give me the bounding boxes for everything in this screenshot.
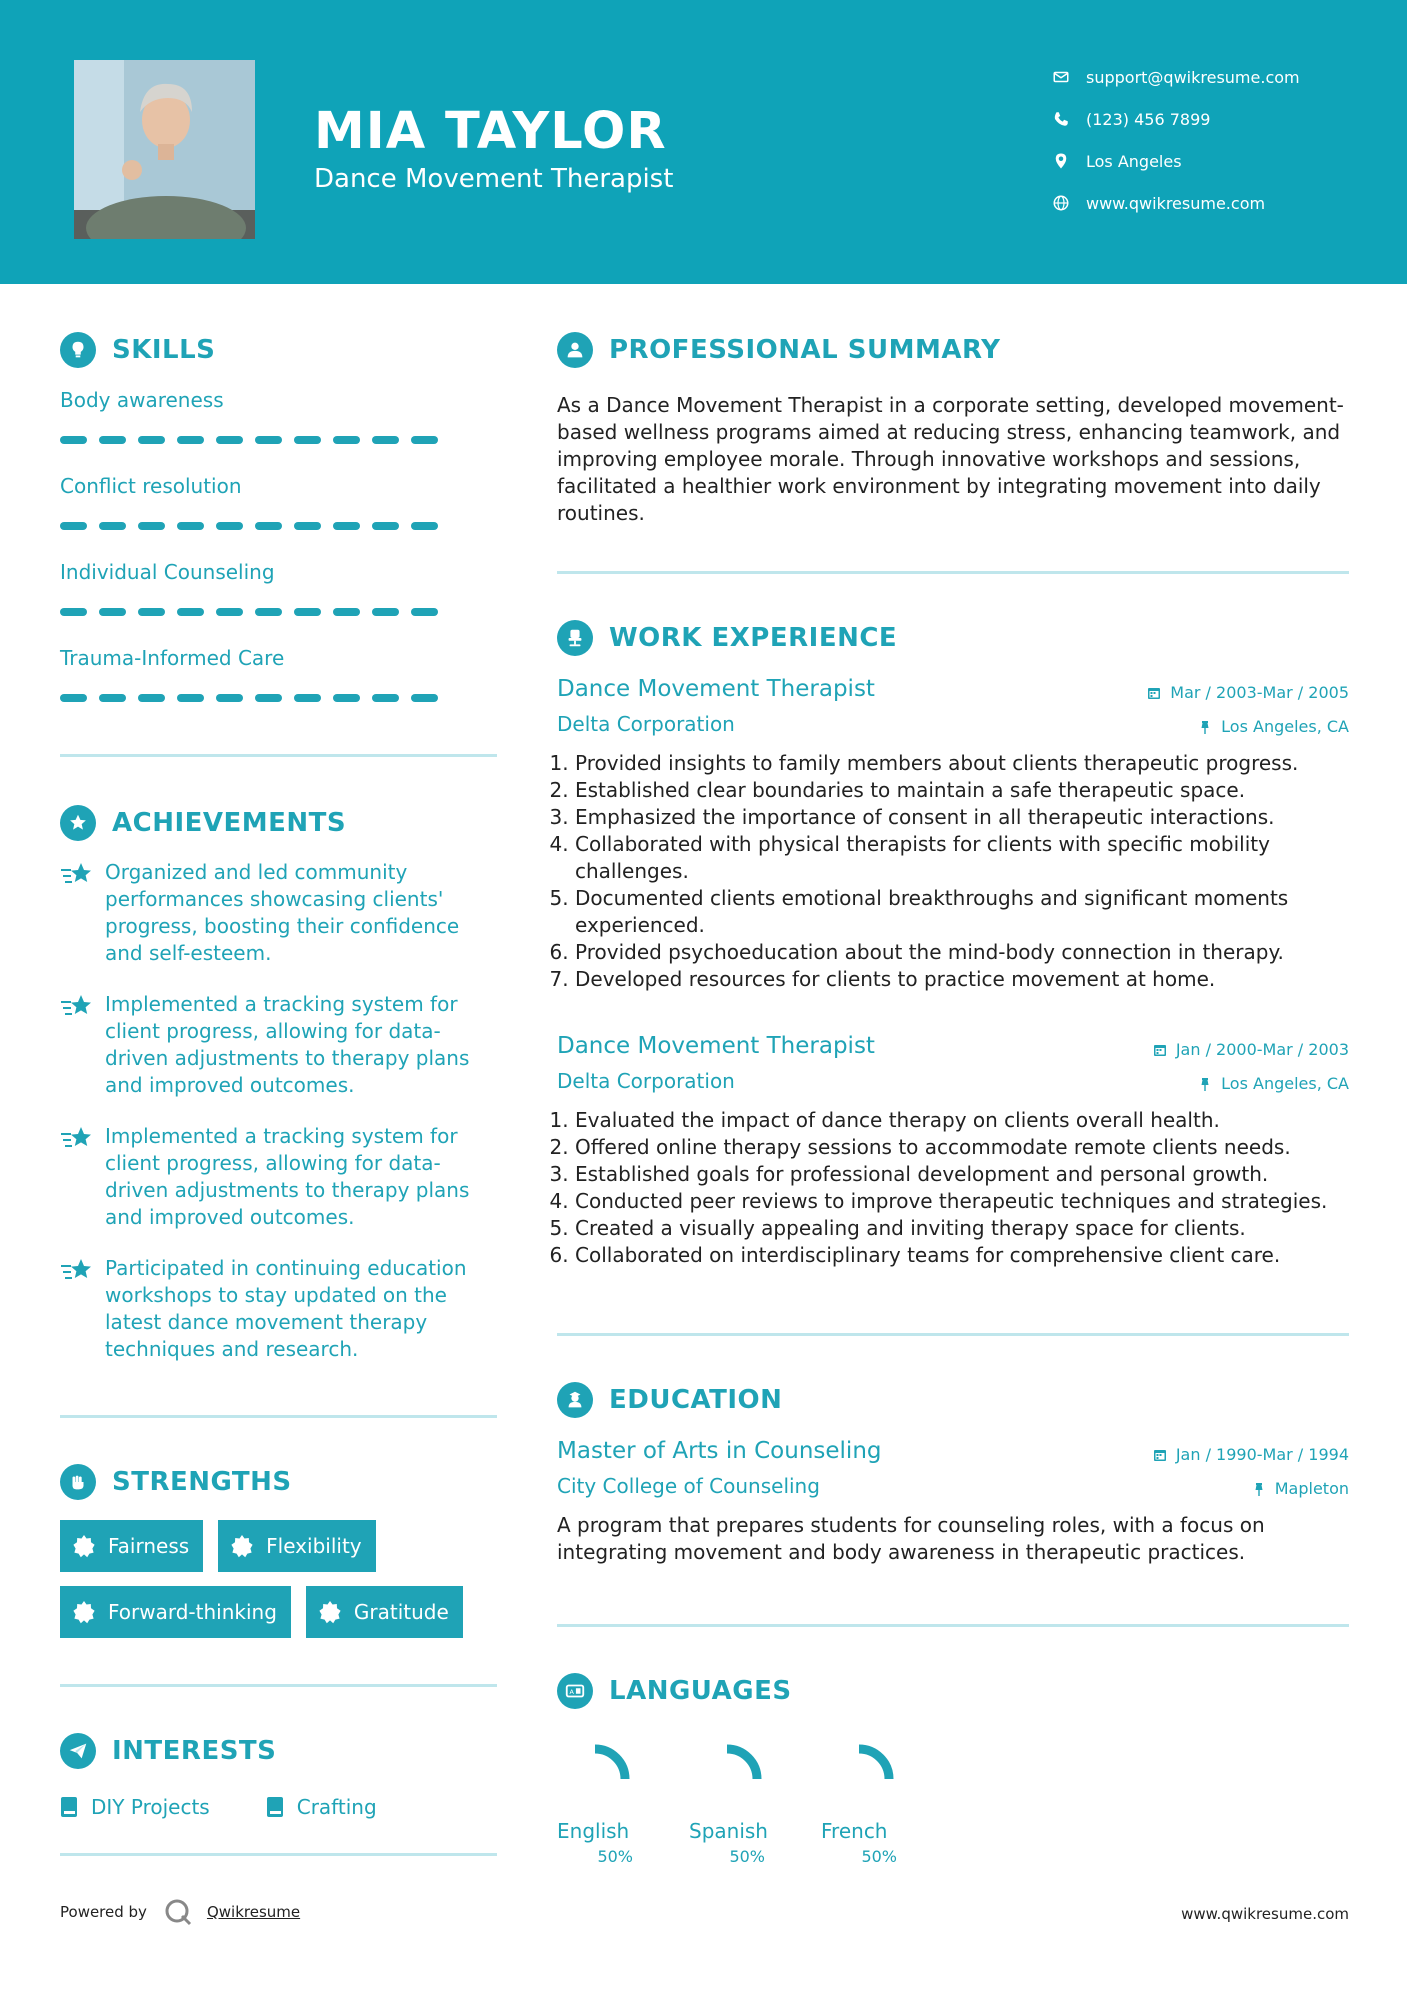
skill-level-bar [60,608,497,616]
strength-label: Gratitude [353,1600,449,1624]
calendar-icon [1147,686,1161,700]
skill-item [60,474,497,530]
section-divider [60,1684,497,1687]
strengths-title: STRENGTHS [112,1467,292,1497]
contact-email-text: support@qwikresume.com [1086,67,1300,87]
education-section [557,1380,1349,1566]
job-bullet: 3. Established goals for professional development and personal growth. [575,1161,1349,1188]
job-bullet: 2. Offered online therapy sessions to accommodate remote clients needs. [575,1134,1349,1161]
job-entry [557,1033,1349,1269]
candidate-name: MIA TAYLOR [314,102,667,161]
language-item [557,1741,633,1866]
calendar-icon [1153,1448,1167,1462]
skills-section [60,330,497,702]
graduate-icon [557,1382,593,1418]
badge-icon [72,1600,96,1624]
achievement-item [60,991,497,1099]
job-subheader [557,1069,1349,1093]
strength-label: Flexibility [266,1534,362,1558]
svg-text:A: A [569,1688,574,1697]
contact-website-text: www.qwikresume.com [1086,193,1266,213]
skill-level-bar [60,436,497,444]
interest-item [60,1795,210,1819]
education-dates [1153,1445,1349,1464]
language-name: English [557,1819,630,1843]
language-percent: 50% [597,1847,633,1866]
right-column [557,330,1349,1866]
achievements-title: ACHIEVEMENTS [112,808,347,838]
degree-name: Master of Arts in Counseling [557,1438,882,1464]
achievements-section [60,803,497,1363]
language-item [689,1741,768,1866]
education-heading [557,1380,1349,1420]
user-icon [557,332,593,368]
fist-icon [60,1464,96,1500]
section-divider [60,1415,497,1418]
company-name: Delta Corporation [557,712,735,736]
strength-tag [306,1586,463,1638]
section-divider [60,1853,497,1856]
left-column [60,330,497,1856]
contact-location [1052,140,1372,182]
pushpin-icon [1198,720,1212,734]
summary-heading [557,330,1349,370]
experience-heading [557,618,1349,658]
lightbulb-icon [60,332,96,368]
summary-title: PROFESSIONAL SUMMARY [609,335,1001,365]
education-description: A program that prepares students for counseling roles, with a focus on integrating movement and body awareness in therapeutic practices. [557,1513,1265,1564]
job-subheader [557,712,1349,736]
language-percent: 50% [729,1847,765,1866]
contact-website[interactable] [1052,182,1372,224]
badge-icon [230,1534,254,1558]
job-bullet: 5. Created a visually appealing and inviting therapy space for clients. [575,1215,1349,1242]
job-bullets [557,750,1349,993]
interest-label: DIY Projects [91,1795,210,1819]
strengths-section [60,1462,497,1638]
school-name: City College of Counseling [557,1474,820,1498]
language-gauge [557,1741,633,1811]
job-bullet: 1. Evaluated the impact of dance therapy on clients overall health. [575,1107,1349,1134]
language-gauge [821,1741,897,1811]
summary-text: As a Dance Movement Therapist in a corporate setting, developed movement-based wellness programs aimed at reducing stress, enhancing teamwork, and improving employee morale. Through innovative workshops and sessions, facilitated a healthier work environment by integrating movement into daily routines. [557,393,1344,525]
achievements-heading [60,803,497,843]
interests-section [60,1731,497,1819]
job-bullets [557,1107,1349,1269]
job-dates [1147,683,1349,702]
contact-email[interactable] [1052,56,1372,98]
job-dates [1153,1040,1349,1059]
strength-tag [60,1586,291,1638]
job-bullet: 4. Collaborated with physical therapists for clients with specific mobility challenges. [575,831,1349,885]
envelope-icon [1052,68,1070,86]
shooting-star-icon [60,1125,94,1153]
company-name: Delta Corporation [557,1069,735,1093]
experience-section [557,618,1349,1269]
achievement-item [60,1255,497,1363]
achievement-text: Organized and led community performances showcasing clients' progress, boosting their confidence and self-esteem. [105,860,460,965]
star-badge-icon [60,805,96,841]
pushpin-icon [1252,1482,1266,1496]
contact-phone[interactable] [1052,98,1372,140]
profile-photo [74,60,255,239]
job-location [1198,717,1349,736]
powered-by [60,1897,300,1927]
skills-title: SKILLS [112,335,216,365]
strength-tag [218,1520,375,1572]
achievement-text: Implemented a tracking system for client progress, allowing for data-driven adjustments to therapy plans and improved outcomes. [105,1124,470,1229]
job-bullet: 7. Developed resources for clients to practice movement at home. [575,966,1349,993]
job-dates-text: Mar / 2003-Mar / 2005 [1170,683,1349,702]
achievement-text: Participated in continuing education workshops to stay updated on the latest dance movement therapy techniques and research. [105,1256,467,1361]
footer-website[interactable]: www.qwikresume.com [1181,1905,1349,1923]
job-bullet: 6. Collaborated on interdisciplinary teams for comprehensive client care. [575,1242,1349,1269]
skill-name: Conflict resolution [60,474,242,498]
header [0,0,1407,284]
education-subheader [557,1474,1349,1498]
section-divider [60,754,497,757]
section-divider [557,571,1349,574]
badge-icon [318,1600,342,1624]
education-title: EDUCATION [609,1385,783,1415]
shooting-star-icon [60,861,94,889]
job-bullet: 5. Documented clients emotional breakthroughs and significant moments experienced. [575,885,1349,939]
skill-name: Body awareness [60,388,224,412]
skill-level-bar [60,522,497,530]
education-dates-text: Jan / 1990-Mar / 1994 [1175,1445,1349,1464]
languages-heading [557,1671,1349,1711]
job-location-text: Los Angeles, CA [1221,1074,1349,1093]
job-dates-text: Jan / 2000-Mar / 2003 [1175,1040,1349,1059]
section-divider [557,1624,1349,1627]
skill-name: Individual Counseling [60,560,275,584]
shooting-star-icon [60,993,94,1021]
job-header [557,1033,1349,1059]
skill-item [60,646,497,702]
summary-section [557,330,1349,527]
strength-label: Fairness [108,1534,190,1558]
achievement-item [60,1123,497,1231]
shooting-star-icon [60,1257,94,1285]
job-title: Dance Movement Therapist [557,676,875,702]
contact-phone-text: (123) 456 7899 [1086,109,1211,129]
book-icon [60,1796,78,1818]
qwikresume-logo-icon [163,1897,193,1927]
language-percent: 50% [861,1847,897,1866]
achievement-item [60,859,497,967]
section-divider [557,1333,1349,1336]
job-header [557,676,1349,702]
job-title: Dance Movement Therapist [557,1033,875,1059]
book-icon [266,1796,284,1818]
strength-tag [60,1520,203,1572]
education-location-text: Mapleton [1274,1479,1349,1498]
contact-location-text: Los Angeles [1086,151,1182,171]
job-bullet: 2. Established clear boundaries to maintain a safe therapeutic space. [575,777,1349,804]
paper-plane-icon [60,1733,96,1769]
contact-block [1052,56,1372,224]
language-gauge [689,1741,765,1811]
interests-heading [60,1731,497,1771]
skill-level-bar [60,694,497,702]
interests-title: INTERESTS [112,1736,277,1766]
job-bullet: 3. Emphasized the importance of consent in all therapeutic interactions. [575,804,1349,831]
languages-section [557,1671,1349,1866]
language-item [821,1741,897,1866]
experience-title: WORK EXPERIENCE [609,623,898,653]
interest-item [266,1795,377,1819]
candidate-title: Dance Movement Therapist [314,164,674,194]
skill-name: Trauma-Informed Care [60,646,285,670]
calendar-icon [1153,1043,1167,1057]
job-location [1198,1074,1349,1093]
powered-by-label: Powered by [60,1903,147,1921]
skill-item [60,388,497,444]
interest-list [60,1795,497,1819]
achievement-text: Implemented a tracking system for client progress, allowing for data-driven adjustments to therapy plans and improved outcomes. [105,992,470,1097]
job-bullet: 6. Provided psychoeducation about the mind-body connection in therapy. [575,939,1349,966]
job-bullet: 4. Conducted peer reviews to improve therapeutic techniques and strategies. [575,1188,1349,1215]
globe-icon [1052,194,1070,212]
skill-item [60,560,497,616]
education-header [557,1438,1349,1464]
phone-icon [1052,110,1070,128]
strength-tags [60,1520,497,1638]
job-entry [557,676,1349,993]
strength-label: Forward-thinking [108,1600,277,1624]
interest-label: Crafting [296,1795,377,1819]
translate-icon [557,1673,593,1709]
badge-icon [72,1534,96,1558]
job-location-text: Los Angeles, CA [1221,717,1349,736]
languages-title: LANGUAGES [609,1676,792,1706]
strengths-heading [60,1462,497,1502]
pushpin-icon [1198,1077,1212,1091]
language-name: Spanish [689,1819,768,1843]
office-chair-icon [557,620,593,656]
language-name: French [821,1819,888,1843]
skills-heading [60,330,497,370]
job-bullet: 1. Provided insights to family members about clients therapeutic progress. [575,750,1349,777]
qwikresume-link[interactable]: Qwikresume [206,1903,301,1921]
language-list [557,1741,1349,1866]
map-pin-icon [1052,152,1070,170]
education-location [1252,1479,1349,1498]
